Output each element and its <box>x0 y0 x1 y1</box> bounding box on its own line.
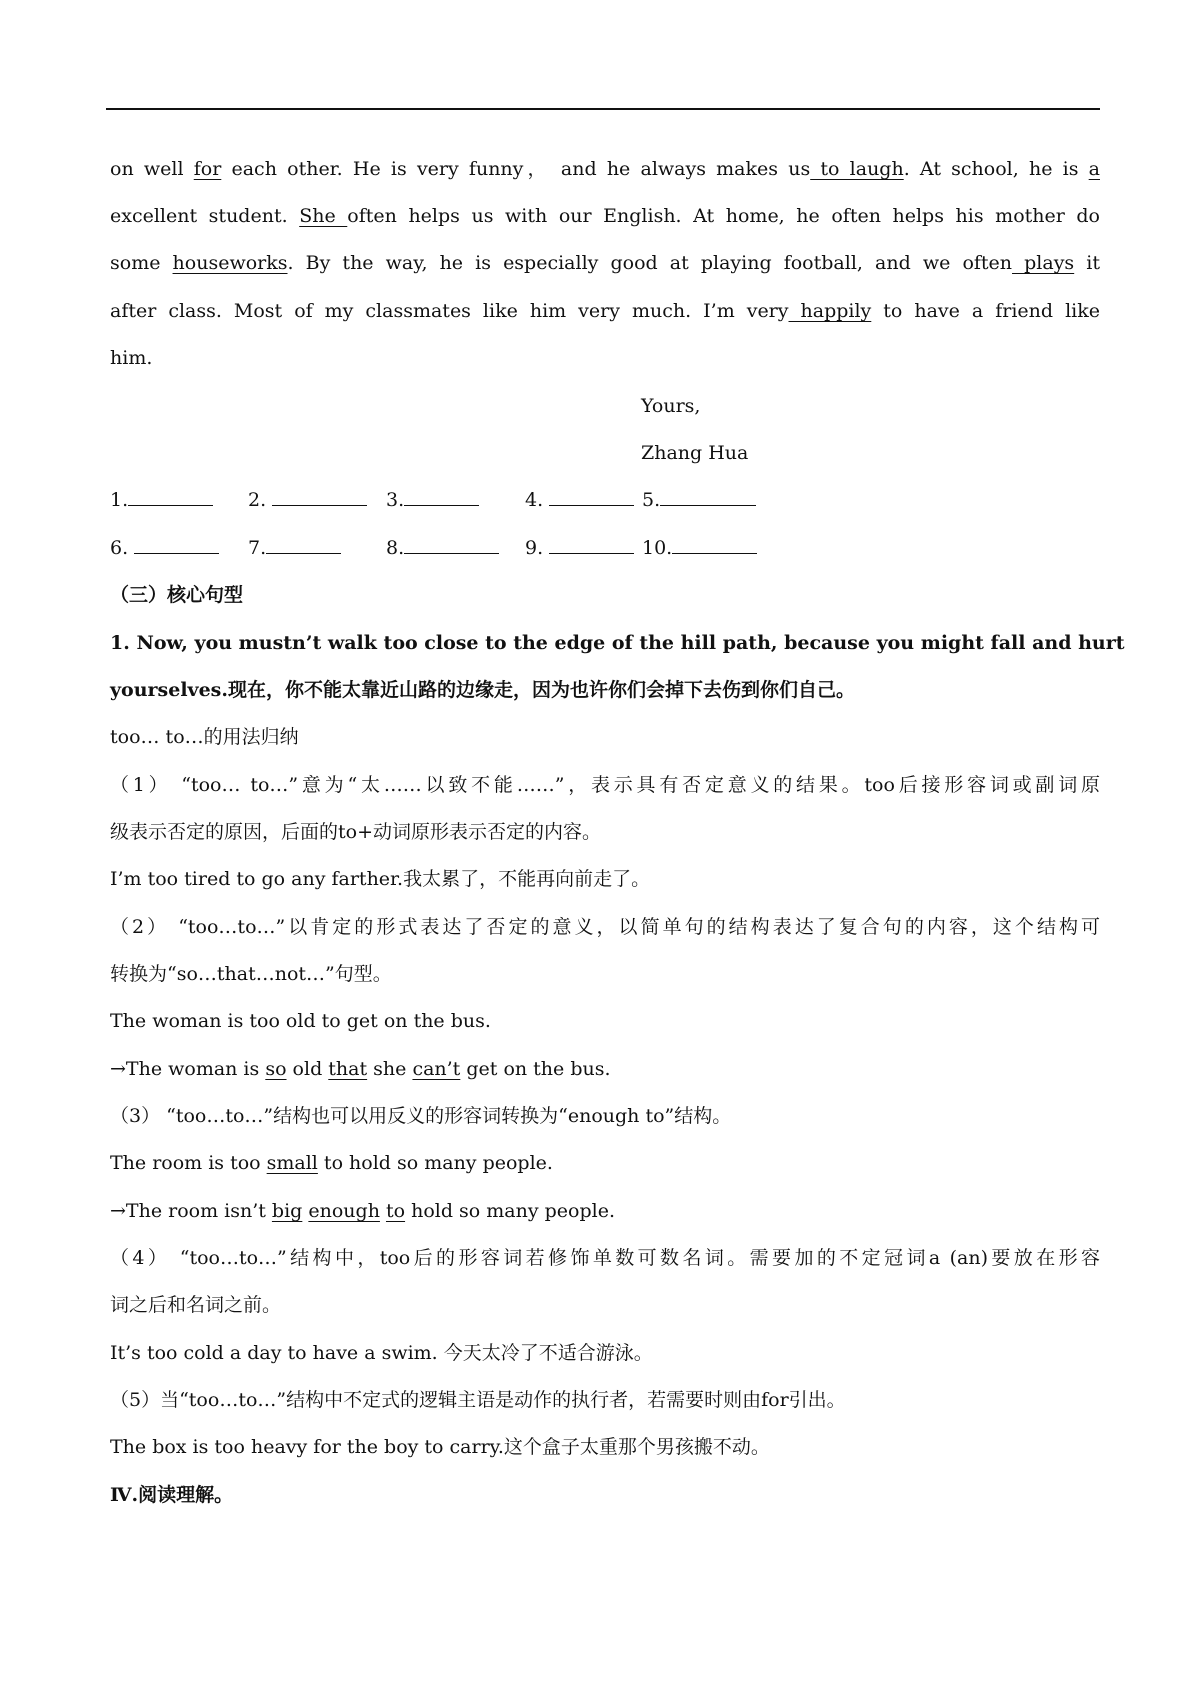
answer-blank-3[interactable]: 3. <box>386 487 479 513</box>
example-4: It’s too cold a day to have a swim. 今天太冷了不适合游泳。 <box>110 1342 653 1364</box>
example-1: I’m too tired to go any farther.我太累了，不能再向前走了。 <box>110 868 651 890</box>
answer-blank-2[interactable]: 2. <box>248 487 367 513</box>
answer-blank-4[interactable]: 4. <box>525 487 634 513</box>
answer-blank-7[interactable]: 7. <box>248 535 341 561</box>
example-2: The woman is too old to get on the bus. <box>110 1010 491 1032</box>
point-1-line-1: （1） “too… to…”意为“太……以致不能……”，表示具有否定意义的结果。too后接形容词或副词原 <box>110 774 1100 796</box>
answer-blank-6[interactable]: 6. <box>110 535 219 561</box>
answer-blank-8[interactable]: 8. <box>386 535 499 561</box>
header-rule <box>106 108 1100 110</box>
example-5: The box is too heavy for the boy to carry.这个盒子太重那个男孩搬不动。 <box>110 1436 770 1458</box>
example-3: The room is too small to hold so many people. <box>110 1152 553 1174</box>
point-4-line-1: （4） “too…to…”结构中，too后的形容词若修饰单数可数名词。需要加的不定冠词a (an)要放在形容 <box>110 1247 1100 1269</box>
answer-blank-5[interactable]: 5. <box>642 487 756 513</box>
section-4-heading: Ⅳ.阅读理解。 <box>110 1484 234 1506</box>
sentence-1-line-2: yourselves.现在，你不能太靠近山路的边缘走，因为也许你们会掉下去伤到你们自己。 <box>110 679 855 701</box>
letter-line-2: excellent student. She often helps us with our English. At home, he often helps his mother do <box>110 205 1100 227</box>
point-4-line-2: 词之后和名词之前。 <box>110 1294 282 1316</box>
letter-signature: Zhang Hua <box>641 442 749 464</box>
letter-line-5: him. <box>110 347 153 369</box>
point-1-line-2: 级表示否定的原因，后面的to+动词原形表示否定的内容。 <box>110 821 601 843</box>
letter-line-4: after class. Most of my classmates like him very much. I’m very happily to have a friend like <box>110 300 1100 322</box>
sentence-1-line-1: 1. Now, you mustn’t walk too close to the edge of the hill path, because you might fall and hurt <box>110 632 1125 654</box>
answer-blank-1[interactable]: 1. <box>110 487 213 513</box>
answer-blank-9[interactable]: 9. <box>525 535 634 561</box>
letter-line-1: on well for each other. He is very funny， and he always makes us to laugh. At school, he is a <box>110 158 1100 180</box>
answer-blank-10[interactable]: 10. <box>642 535 757 561</box>
section-3-heading: （三）核心句型 <box>110 584 244 606</box>
example-2-converted: →The woman is so old that she can’t get on the bus. <box>110 1058 611 1080</box>
usage-title: too… to…的用法归纳 <box>110 726 299 748</box>
letter-line-3: some houseworks. By the way, he is especially good at playing football, and we often plays it <box>110 252 1100 274</box>
example-3-converted: →The room isn’t big enough to hold so many people. <box>110 1200 616 1222</box>
point-3: （3） “too…to…”结构也可以用反义的形容词转换为“enough to”结构。 <box>110 1105 732 1127</box>
point-2-line-1: （2） “too…to…”以肯定的形式表达了否定的意义，以简单句的结构表达了复合句的内容，这个结构可 <box>110 916 1100 938</box>
point-5: （5）当“too…to…”结构中不定式的逻辑主语是动作的执行者，若需要时则由for引出。 <box>110 1389 846 1411</box>
letter-closing: Yours, <box>641 395 701 417</box>
point-2-line-2: 转换为“so…that…not…”句型。 <box>110 963 392 985</box>
